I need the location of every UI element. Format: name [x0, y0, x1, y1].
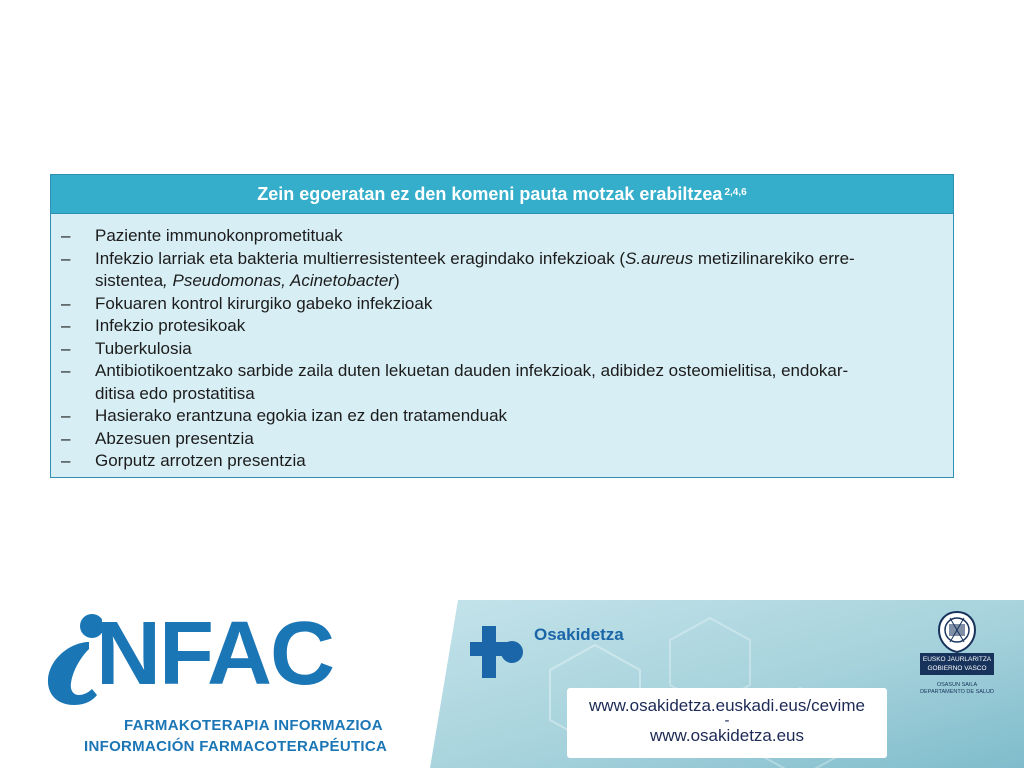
gov-department	[920, 682, 994, 696]
list-item-italic: S.aureus	[625, 248, 694, 268]
dash-marker: –	[61, 361, 71, 380]
list-item	[61, 450, 941, 473]
table-title-refs: 2,4,6	[724, 186, 747, 198]
list-item	[61, 315, 941, 338]
list-item-text: Abzesuen presentzia	[95, 428, 254, 448]
list-item-continuation	[61, 270, 941, 293]
gov-dept1: OSASUN SAILA	[936, 682, 978, 688]
infac-subtitle-eu: FARMAKOTERAPIA INFORMAZIOA	[124, 717, 383, 734]
list-item	[61, 225, 941, 248]
list-item	[61, 428, 941, 451]
list-item-italic: , Pseudomonas, Acinetobacter	[163, 271, 394, 290]
osakidetza-logo-icon	[468, 624, 528, 684]
list-item	[61, 293, 941, 316]
dash-marker: –	[61, 451, 71, 470]
list-item-text: Paziente immunokonprometituak	[95, 226, 343, 245]
gov-title	[920, 653, 994, 675]
infac-i-icon	[42, 609, 102, 709]
gov-line1: EUSKO JAURLARITZA	[922, 656, 992, 663]
list-item-text: metizilinarekiko erre-	[693, 248, 855, 268]
list-item-text: Infekzio protesikoak	[95, 316, 246, 335]
osakidetza-url[interactable]: www.osakidetza.eus	[649, 726, 805, 745]
url-box	[567, 688, 887, 758]
gov-dept2: DEPARTAMENTO DE SALUD	[920, 689, 994, 695]
table-title: Zein egoeratan ez den komeni pauta motzak erabiltzea	[257, 183, 723, 204]
info-table	[50, 174, 954, 478]
dash-marker: –	[61, 293, 71, 313]
list-item	[61, 248, 941, 271]
list-item-text: ditisa edo prostatitisa	[95, 383, 255, 403]
dash-marker: –	[61, 406, 71, 425]
list-item	[61, 360, 941, 383]
list-item	[61, 405, 941, 428]
dash-marker: –	[61, 248, 71, 268]
coat-of-arms-icon	[920, 610, 994, 654]
list-item-text: Tuberkulosia	[95, 338, 192, 358]
list-item-text: sistentea	[95, 271, 164, 290]
item-list	[51, 214, 953, 473]
infac-logo-text: NFAC	[96, 604, 333, 704]
osakidetza-name: Osakidetza	[534, 625, 624, 644]
dash-marker: –	[61, 338, 71, 358]
list-item-text: Antibiotikoentzako sarbide zaila duten lekuetan dauden infekzioak, adibidez osteomielitisa, endokar-	[95, 361, 849, 380]
gov-line2: GOBIERNO VASCO	[927, 665, 987, 672]
osakidetza-banner	[430, 600, 1024, 768]
list-item-text: )	[393, 271, 400, 290]
list-item-text: Hasierako erantzuna egokia izan ez den tratamenduak	[95, 406, 508, 425]
list-item-continuation	[61, 383, 941, 406]
list-item	[61, 338, 941, 361]
cevime-url[interactable]: www.osakidetza.euskadi.eus/cevime	[589, 696, 865, 715]
basque-government-logo	[920, 610, 994, 720]
infac-logo	[40, 605, 420, 765]
dash-marker: –	[61, 316, 71, 335]
list-item-text: Fokuaren kontrol kirurgiko gabeko infekzioak	[95, 293, 433, 313]
url-separator: -	[724, 712, 730, 729]
list-item-text: Gorputz arrotzen presentzia	[95, 451, 306, 470]
list-item-text: Infekzio larriak eta bakteria multierresistenteek eragindako infekzioak (	[95, 248, 626, 268]
dash-marker: –	[61, 226, 71, 245]
dash-marker: –	[61, 428, 71, 448]
infac-subtitle-es: INFORMACIÓN FARMACOTERAPÉUTICA	[84, 738, 388, 755]
table-header	[51, 175, 953, 214]
